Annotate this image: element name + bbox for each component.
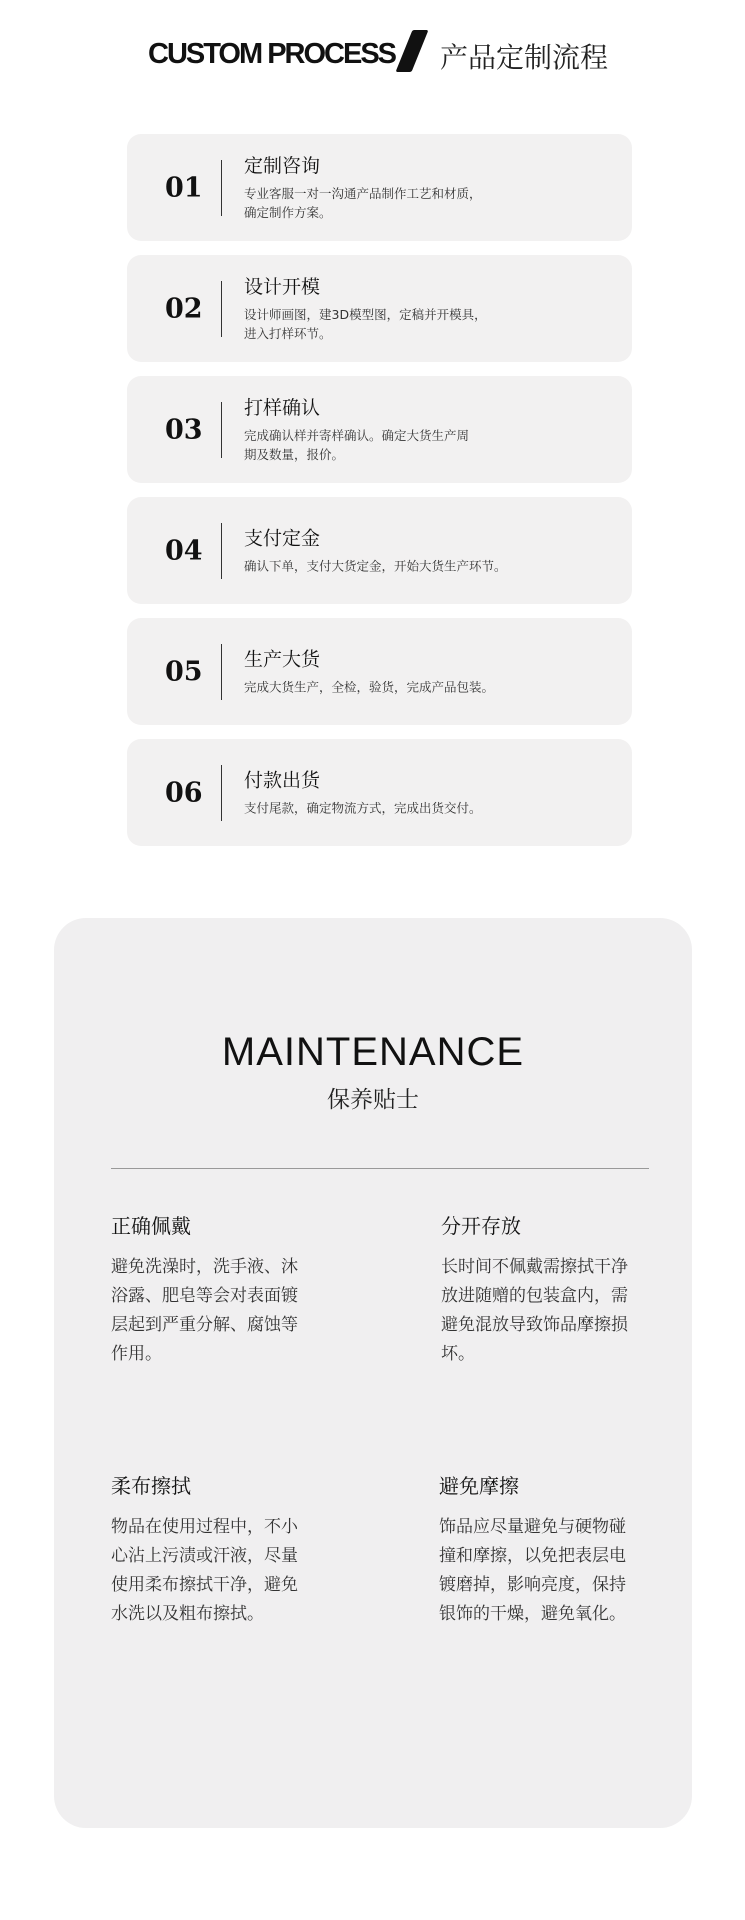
step-title: 定制咨询 xyxy=(244,154,321,177)
tip-soft-cloth xyxy=(111,1470,326,1629)
tip-title: 分开存放 xyxy=(441,1214,521,1238)
maintenance-divider xyxy=(111,1168,649,1169)
tip-storage xyxy=(441,1210,656,1369)
step-number: 01 xyxy=(165,172,203,203)
step-text xyxy=(244,275,584,343)
step-description xyxy=(244,677,584,696)
tip-body-line: 物品在使用过程中，不小 xyxy=(111,1517,298,1537)
step-number: 02 xyxy=(165,293,203,324)
tip-body-line: 长时间不佩戴需擦拭干净 xyxy=(441,1257,628,1277)
tip-title: 正确佩戴 xyxy=(111,1214,191,1238)
step-description-line: 支付尾款，确定物流方式，完成出货交付。 xyxy=(244,800,482,815)
step-title: 设计开模 xyxy=(244,275,321,298)
tip-body-line: 镀磨掉，影响亮度，保持 xyxy=(439,1575,626,1595)
step-description-line: 专业客服一对一沟通产品制作工艺和材质， xyxy=(244,185,482,201)
tip-body xyxy=(441,1253,656,1369)
step-description xyxy=(244,426,584,464)
step-card xyxy=(127,134,632,241)
step-text xyxy=(244,526,584,575)
tip-body-line: 水洗以及粗布擦拭。 xyxy=(111,1604,264,1624)
tip-body-line: 心沾上污渍或汗液，尽量 xyxy=(111,1546,298,1566)
tip-title: 避免摩擦 xyxy=(439,1474,519,1498)
maintenance-panel xyxy=(54,918,692,1828)
step-card xyxy=(127,497,632,604)
tip-title: 柔布擦拭 xyxy=(111,1474,191,1498)
step-title: 付款出货 xyxy=(244,769,321,791)
step-card xyxy=(127,255,632,362)
tip-body-line: 放进随赠的包装盒内，需 xyxy=(441,1286,628,1306)
tip-body-line: 层起到严重分解、腐蚀等 xyxy=(111,1315,298,1335)
tip-body-line: 浴露、肥皂等会对表面镀 xyxy=(111,1286,298,1306)
step-text xyxy=(244,647,584,696)
tip-body-line: 饰品应尽量避免与硬物碰 xyxy=(439,1517,626,1537)
step-text xyxy=(244,154,584,222)
step-divider xyxy=(221,523,222,579)
step-description-line: 设计师画图，建3D模型图，定稿并开模具， xyxy=(244,306,487,322)
tip-avoid-friction xyxy=(439,1470,654,1629)
step-title: 打样确认 xyxy=(244,396,321,419)
tip-body-line: 坏。 xyxy=(441,1344,475,1364)
step-number: 06 xyxy=(165,777,203,808)
step-description xyxy=(244,798,584,817)
step-card xyxy=(127,618,632,725)
tip-body-line: 撞和摩擦，以免把表层电 xyxy=(439,1546,626,1566)
tip-body xyxy=(111,1253,326,1369)
step-divider xyxy=(221,402,222,458)
step-description-line: 确定制作方案。 xyxy=(244,204,332,220)
step-description xyxy=(244,305,584,343)
step-divider xyxy=(221,281,222,337)
tip-body-line: 避免混放导致饰品摩擦损 xyxy=(441,1315,628,1335)
step-title: 生产大货 xyxy=(244,648,321,670)
step-card xyxy=(127,739,632,846)
step-description-line: 完成确认样并寄样确认。确定大货生产周 xyxy=(244,427,470,443)
step-number: 03 xyxy=(165,414,203,445)
step-number: 04 xyxy=(165,535,203,566)
step-text xyxy=(244,396,584,464)
tip-body xyxy=(111,1513,326,1629)
tip-body-line: 银饰的干燥，避免氧化。 xyxy=(439,1604,626,1624)
process-title-cn: 产品定制流程 xyxy=(440,41,609,74)
step-text xyxy=(244,768,584,817)
tip-body xyxy=(439,1513,654,1629)
process-steps xyxy=(127,134,632,860)
step-divider xyxy=(221,644,222,700)
step-divider xyxy=(221,160,222,216)
tip-body-line: 作用。 xyxy=(111,1344,162,1364)
process-title-en: CUSTOM PROCESS xyxy=(148,38,396,70)
maintenance-title-cn: 保养贴士 xyxy=(327,1087,419,1113)
slash-decoration xyxy=(396,30,429,72)
process-header xyxy=(0,30,745,80)
step-description xyxy=(244,184,584,222)
step-description-line: 确认下单，支付大货定金，开始大货生产环节。 xyxy=(244,558,507,573)
maintenance-title-en: MAINTENANCE xyxy=(221,1030,525,1074)
step-card xyxy=(127,376,632,483)
step-description-line: 完成大货生产，全检，验货，完成产品包装。 xyxy=(244,679,495,694)
tip-body-line: 使用柔布擦拭干净，避免 xyxy=(111,1575,298,1595)
step-divider xyxy=(221,765,222,821)
step-description xyxy=(244,556,584,575)
step-title: 支付定金 xyxy=(244,527,321,549)
step-description-line: 期及数量，报价。 xyxy=(244,446,345,462)
tip-wearing xyxy=(111,1210,326,1369)
tip-body-line: 避免洗澡时，洗手液、沐 xyxy=(111,1257,298,1277)
step-number: 05 xyxy=(165,656,203,687)
step-description-line: 进入打样环节。 xyxy=(244,325,332,341)
